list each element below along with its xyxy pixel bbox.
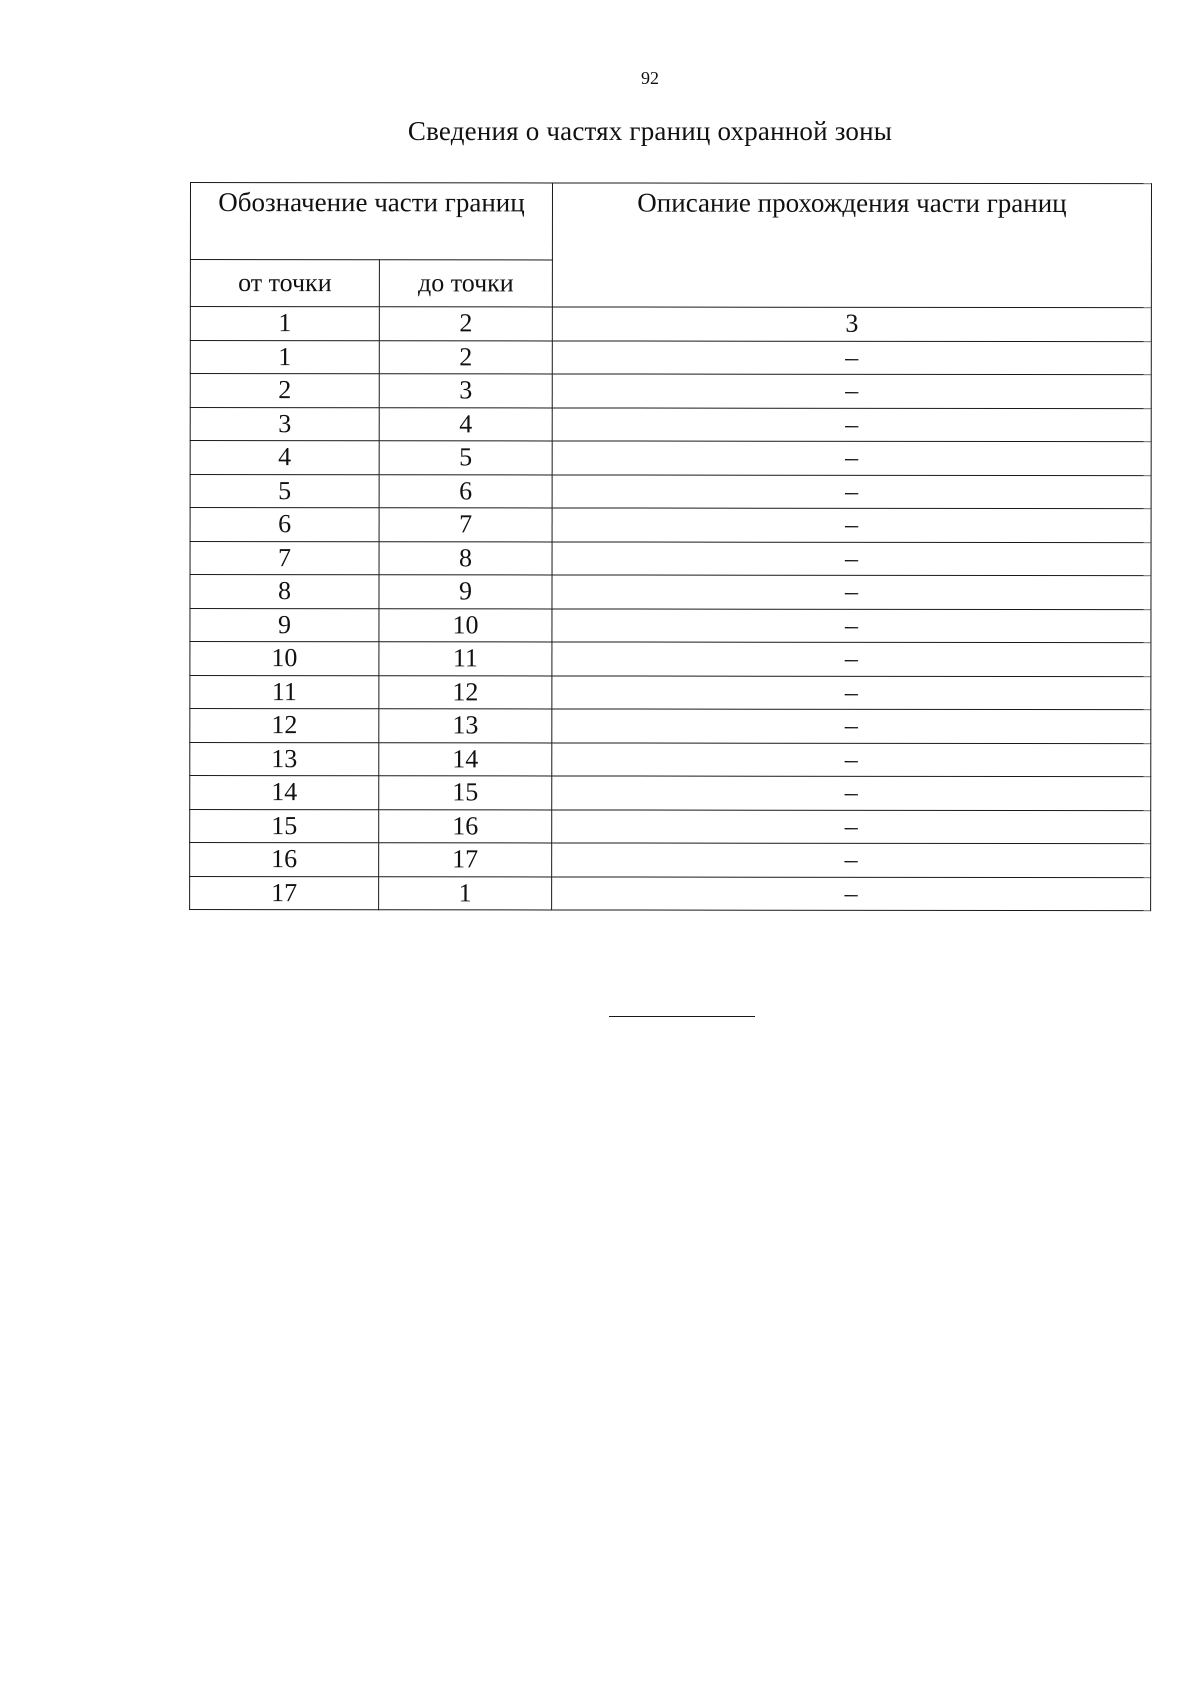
to-point-cell: 4 (379, 407, 552, 441)
table-row (190, 709, 1151, 744)
to-point-cell: 14 (379, 742, 552, 776)
to-point-cell: 13 (379, 709, 552, 743)
table-row (190, 675, 1151, 710)
description-cell: – (552, 441, 1151, 475)
description-cell: – (552, 407, 1151, 441)
from-point-cell: 7 (190, 541, 379, 575)
from-point-cell: 6 (190, 508, 379, 542)
table-row (190, 608, 1151, 643)
table-header-row (190, 183, 1151, 261)
description-cell: – (552, 374, 1151, 408)
from-point-cell: 3 (190, 407, 379, 441)
description-cell: – (552, 608, 1151, 642)
to-point-cell: 3 (379, 374, 552, 408)
from-point-cell: 9 (190, 608, 379, 642)
description-cell: – (552, 809, 1151, 843)
table-row (190, 340, 1151, 375)
header-boundary-description: Описание прохождения части границ (552, 183, 1151, 308)
from-point-cell: 4 (190, 441, 379, 475)
from-point-cell: 13 (190, 742, 379, 776)
from-point-cell: 8 (190, 575, 379, 609)
description-cell: – (552, 340, 1151, 374)
table-row (190, 441, 1151, 476)
table-row (190, 742, 1151, 777)
to-point-cell: 9 (379, 575, 552, 609)
page-number: 92 (641, 68, 659, 88)
column-number-cell: 3 (552, 307, 1151, 341)
table-row (190, 508, 1151, 543)
column-number-cell: 2 (379, 307, 552, 341)
description-cell: – (552, 474, 1151, 508)
to-point-cell: 2 (379, 340, 552, 374)
from-point-cell: 1 (190, 340, 379, 374)
to-point-cell: 16 (379, 809, 552, 843)
description-cell: – (552, 876, 1151, 910)
description-cell: – (552, 541, 1151, 575)
boundary-parts-table (189, 182, 1152, 911)
from-point-cell: 14 (190, 776, 379, 810)
column-number-cell: 1 (190, 307, 379, 341)
from-point-cell: 16 (190, 843, 379, 877)
table-row (190, 474, 1151, 509)
from-point-cell: 15 (190, 809, 379, 843)
from-point-cell: 11 (190, 675, 379, 709)
description-cell: – (552, 709, 1151, 743)
description-cell: – (552, 776, 1151, 810)
to-point-cell: 6 (379, 474, 552, 508)
header-to-point: до точки (379, 260, 552, 307)
from-point-cell: 2 (190, 374, 379, 408)
to-point-cell: 1 (379, 876, 552, 910)
to-point-cell: 10 (379, 608, 552, 642)
to-point-cell: 15 (379, 776, 552, 810)
table-row (190, 809, 1151, 844)
description-cell: – (552, 575, 1151, 609)
description-cell: – (552, 642, 1151, 676)
table-row (190, 776, 1151, 811)
table-row (190, 876, 1151, 911)
description-cell: – (552, 843, 1151, 877)
document-title: Сведения о частях границ охранной зоны (407, 116, 893, 146)
table-body (190, 307, 1152, 911)
header-boundary-designation: Обозначение части границ (190, 183, 552, 260)
from-point-cell: 12 (190, 709, 379, 743)
from-point-cell: 10 (190, 642, 379, 676)
to-point-cell: 12 (379, 675, 552, 709)
to-point-cell: 11 (379, 642, 552, 676)
description-cell: – (552, 675, 1151, 709)
to-point-cell: 8 (379, 541, 552, 575)
table-row (190, 541, 1151, 576)
column-number-row (190, 307, 1151, 342)
from-point-cell: 5 (190, 474, 379, 508)
description-cell: – (552, 742, 1151, 776)
table-row (190, 575, 1151, 610)
to-point-cell: 17 (379, 843, 552, 877)
end-separator-line (609, 1016, 755, 1017)
to-point-cell: 5 (379, 441, 552, 475)
to-point-cell: 7 (379, 508, 552, 542)
from-point-cell: 17 (190, 876, 379, 910)
table-row (190, 843, 1151, 878)
description-cell: – (552, 508, 1151, 542)
table-row (190, 407, 1151, 442)
table-row (190, 374, 1151, 409)
header-from-point: от точки (190, 260, 379, 307)
table-row (190, 642, 1151, 677)
